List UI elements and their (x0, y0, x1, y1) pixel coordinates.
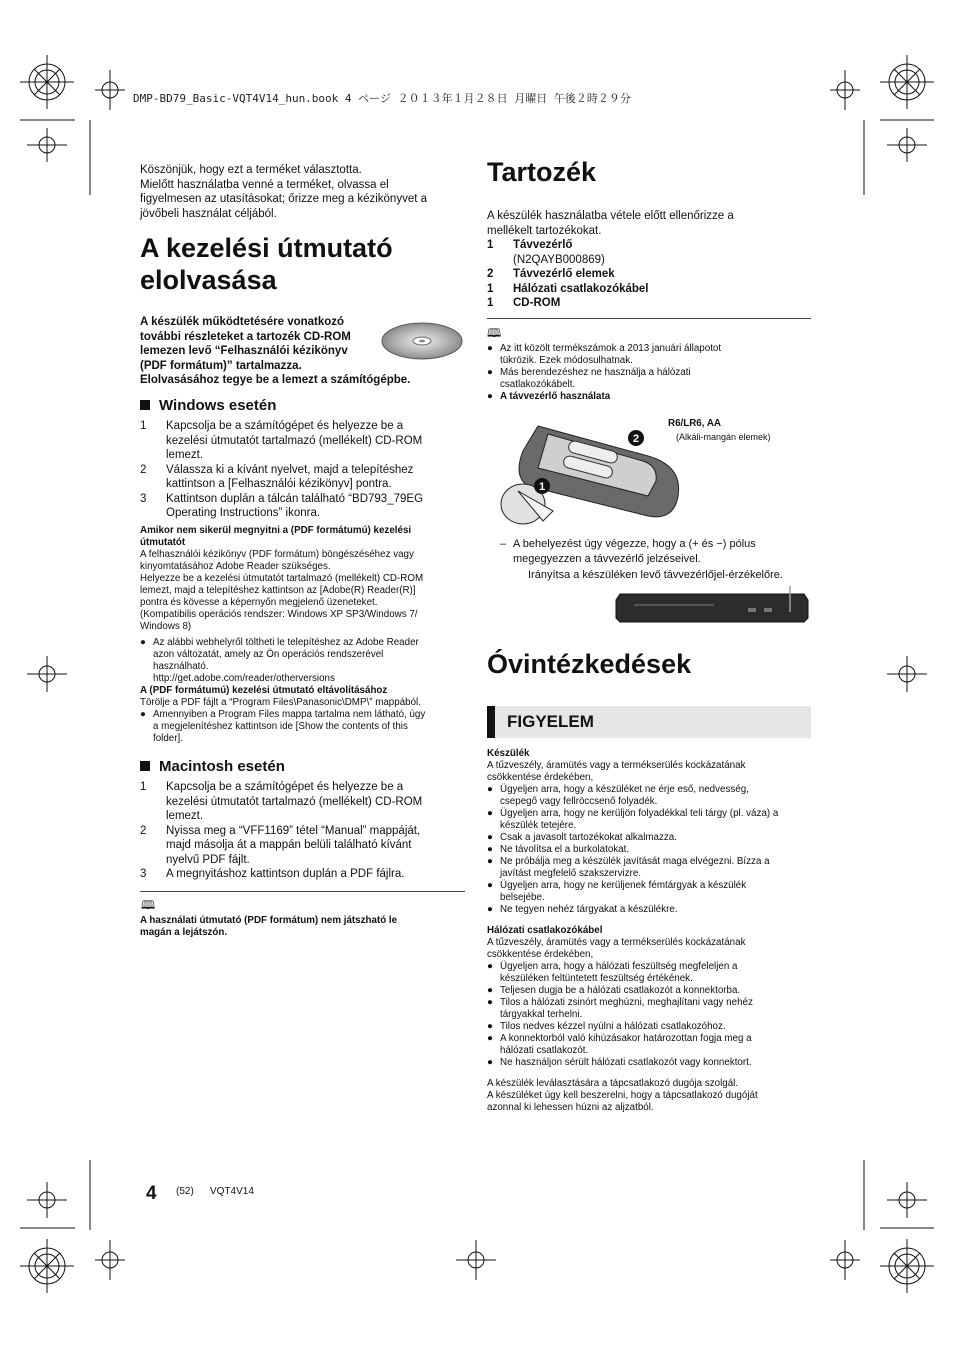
polarity-line: megegyezzen a távvezérlő jelzéseivel. (513, 552, 701, 565)
fail-line: pontra és kövesse a képernyőn megjelenő üzeneteket. (140, 597, 378, 608)
bullet-line: Csak a javasolt tartozékokat alkalmazza. (500, 832, 677, 843)
bullet-line: Ne tegyen nehéz tárgyakat a készülékre. (500, 904, 678, 915)
bullet-icon: ● (487, 961, 493, 972)
bullet-line: Ne próbálja meg a készülék javítását maga elvégezni. Bízza a (500, 856, 770, 867)
title-line: elolvasása (140, 265, 277, 295)
step-line: kezelési útmutatót tartalmazó (mellékelt) CD-ROM (166, 795, 423, 808)
aim-instruction: Irányítsa a készüléken levő távvezérlőjel-érzékelőre. (528, 569, 783, 581)
bullet-icon: ● (487, 808, 493, 819)
bullet-line: Tilos nedves kézzel nyúlni a hálózati csatlakozóhoz. (500, 1021, 726, 1032)
note-section (140, 915, 465, 939)
fail-line: lemezt, majd a telepítéshez kattintson az [Adobe(R) Reader(R)] (140, 585, 416, 596)
uninstall-heading: A (PDF formátumú) kezelési útmutató eltávolításához (140, 685, 388, 696)
list-item (487, 880, 811, 904)
cable-intro: A tűzveszély, áramütés vagy a termékserülés kockázatának (487, 937, 746, 948)
cd-rom-icon (380, 321, 464, 361)
closing-line: A készüléket úgy kell beszerelni, hogy a tápcsatlakozó dugóját (487, 1090, 758, 1101)
fail-line: (Kompatibilis operációs rendszer: Windows XP SP3/Windows 7/ (140, 609, 418, 620)
remote-use-heading: A távvezérlő használata (500, 391, 611, 402)
step-number: 1 (140, 781, 147, 793)
divider (140, 891, 465, 892)
uninstall-text: Törölje a PDF fájlt a “Program Files\Panasonic\DMP\” mappából. (140, 697, 421, 708)
unit-intro: A tűzveszély, áramütés vagy a termékserülés kockázatának (487, 760, 746, 771)
bullet-icon: ● (487, 997, 493, 1008)
bullet-icon: ● (487, 844, 493, 855)
battery-sub: (Alkáli-mangán elemek) (676, 432, 771, 442)
list-item (140, 492, 465, 521)
book-note-icon: 🕮 (141, 898, 156, 912)
step-line: Válassza ki a kívánt nyelvet, majd a telepítéshez (166, 463, 414, 476)
intro-line: jövőbeli használat céljából. (140, 207, 277, 220)
list-item (487, 391, 811, 403)
qty: 1 (487, 239, 494, 251)
bullet-line: tükrözik. Ezek módosulhatnak. (500, 355, 633, 366)
closing-line: A készülék leválasztására a tápcsatlakozó dugója szolgál. (487, 1078, 739, 1089)
step-line: kattintson a [Felhasználói kézikönyv] pontra. (166, 478, 392, 490)
bullet-line: Teljesen dugja be a hálózati csatlakozót a konnektorba. (500, 985, 741, 996)
bullet-icon: ● (487, 856, 493, 867)
fail-line: A felhasználói kézikönyv (PDF formátum) böngészéséhez vagy (140, 549, 414, 560)
square-bullet-icon (140, 761, 150, 771)
list-item (487, 832, 811, 844)
bullet-line: Amennyiben a Program Files mappa tartalma nem látható, úgy (153, 709, 426, 720)
cable-section (487, 925, 811, 1069)
step-number: 2 (140, 824, 147, 837)
intro-line: Köszönjük, hogy ezt a terméket választotta. (140, 164, 362, 176)
accessories-title (487, 156, 811, 188)
intro-paragraph (140, 163, 465, 221)
polarity-line: A behelyezést úgy végezze, hogy a (+ és −) pólus (513, 538, 756, 550)
list-item (487, 253, 811, 268)
step-2-marker: 2 (632, 433, 640, 445)
step-line: kezelési útmutatót tartalmazó (mellékelt) CD-ROM (166, 434, 423, 447)
cd-line: lemezen levő “Felhasználói kézikönyv (140, 345, 348, 357)
list-item (140, 637, 465, 685)
acc-intro-line: A készülék használatba vétele előtt ellenőrizze a (487, 210, 734, 222)
list-item (140, 867, 465, 882)
safety-title-text: Óvintézkedések (487, 649, 692, 679)
note-line: magán a lejátszón. (140, 927, 228, 938)
acc-sub: (N2QAYB000869) (513, 253, 605, 266)
acc-label: Távvezérlő (513, 239, 573, 251)
list-item (487, 856, 811, 880)
list-item (487, 961, 811, 985)
title-line: A kezelési útmutató (140, 233, 393, 263)
fail-heading: Amikor nem sikerül megnyitni a (PDF formátumú) kezelési (140, 525, 412, 536)
mac-heading-text: Macintosh esetén (159, 758, 285, 775)
list-item (487, 904, 811, 916)
acc-label: Távvezérlő elemek (513, 268, 615, 280)
list-item (487, 1021, 811, 1033)
mac-section (140, 758, 465, 882)
unit-section (487, 748, 811, 916)
bullet-line: Ügyeljen arra, hogy a hálózati feszültség megfeleljen a (500, 961, 738, 972)
bullet-line: a megjelenítéshez kattintson ide [Show the contents of this (153, 721, 408, 732)
bullet-icon: ● (487, 343, 493, 354)
cd-line: (PDF formátum)” tartalmazza. (140, 359, 302, 372)
bullet-line: Más berendezéshez ne használja a hálózati (500, 367, 691, 378)
list-item (140, 463, 465, 492)
closing-line: azonnal ki lehessen húzni az aljzatból. (487, 1102, 654, 1113)
list-item (487, 267, 811, 282)
list-item (487, 343, 811, 367)
list-item (487, 282, 811, 297)
qty: 2 (487, 268, 494, 280)
bullet-line: Ügyeljen arra, hogy ne kerüljön folyadékkal teli tárgy (pl. váza) a (500, 808, 779, 819)
list-item (487, 367, 811, 391)
unit-intro: csökkentése érdekében, (487, 772, 594, 783)
bullet-line: javítást megfelelő szakszervizre. (500, 868, 642, 879)
list-item (487, 296, 811, 311)
fail-line: Helyezze be a kezelési útmutatót tartalmazó (mellékelt) CD-ROM (140, 573, 424, 584)
step-number: 2 (140, 463, 147, 476)
step-line: Kapcsolja be a számítógépet és helyezze be a (166, 420, 404, 432)
acc-label: CD-ROM (513, 297, 561, 309)
bullet-line: Tilos a hálózati zsinórt meghúzni, meghajlítani vagy nehéz (500, 997, 753, 1008)
list-item (140, 419, 465, 463)
windows-heading-text: Windows esetén (159, 397, 277, 414)
bullet-icon: ● (487, 904, 493, 915)
adobe-url-link[interactable]: http://get.adobe.com/reader/otherversions (153, 673, 335, 684)
bullet-line: csatlakozókábelt. (500, 379, 576, 390)
bullet-line: folder]. (153, 733, 183, 744)
mac-heading (140, 758, 465, 776)
bullet-icon: ● (487, 832, 493, 843)
bullet-icon: ● (140, 709, 146, 720)
qty: 1 (487, 297, 494, 309)
step-number: 1 (140, 420, 147, 432)
list-item (487, 997, 811, 1021)
bullet-line: Ne távolítsa el a burkolatokat. (500, 844, 630, 855)
bullet-line: Az itt közölt termékszámok a 2013 januári állapotot (500, 343, 722, 354)
bullet-line: Az alábbi webhelyről töltheti le telepítéshez az Adobe Reader (153, 637, 419, 648)
bullet-line: használható. (153, 661, 209, 672)
warning-text: FIGYELEM (507, 712, 594, 731)
step-line: A megnyitáshoz kattintson duplán a PDF fájlra. (166, 868, 405, 880)
step-1-marker: 1 (538, 481, 546, 493)
battery-label: R6/LR6, AA (668, 418, 721, 429)
step-line: nyelvű PDF fájlt. (166, 853, 250, 866)
warning-bar (487, 706, 495, 738)
step-number: 3 (140, 492, 147, 505)
remote-battery-illustration (498, 416, 688, 528)
step-line: lemezt. (166, 449, 204, 461)
unit-heading: Készülék (487, 748, 530, 759)
book-note-icon: 🕮 (487, 326, 502, 340)
bullet-line: Ne használjon sérült hálózati csatlakozót vagy konnektort. (500, 1057, 752, 1068)
windows-heading (140, 397, 465, 415)
safety-title (487, 648, 811, 680)
bullet-icon: ● (487, 391, 493, 402)
bullet-icon: ● (487, 1033, 493, 1044)
warning-banner (487, 706, 811, 738)
bullet-icon: ● (487, 1057, 493, 1068)
manual-section-title (140, 232, 465, 296)
list-item (487, 985, 811, 997)
page-number: 4 (146, 1183, 157, 1204)
player-illustration (614, 584, 814, 628)
acc-notes (487, 343, 811, 403)
windows-section (140, 397, 465, 521)
bullet-line: hálózati csatlakozót. (500, 1045, 589, 1056)
list-item (140, 780, 465, 824)
acc-intro-line: mellékelt tartozékokat. (487, 224, 602, 237)
bullet-icon: ● (487, 367, 493, 378)
step-line: majd másolja át a mappán belüli található kívánt (166, 839, 412, 851)
bullet-line: A konnektorból való kihúzásakor határozottan fogja meg a (500, 1033, 752, 1044)
step-number: 3 (140, 868, 147, 880)
divider (487, 318, 811, 319)
list-item (140, 709, 465, 745)
bullet-icon: ● (487, 784, 493, 795)
bullet-icon: ● (487, 1021, 493, 1032)
bullet-line: Ügyeljen arra, hogy a készüléket ne érje eső, nedvesség, (500, 784, 749, 795)
dash-icon: – (500, 538, 507, 550)
cd-line: Elolvasásához tegye be a lemezt a számítógépbe. (140, 374, 411, 386)
footer-model: VQT4V14 (210, 1186, 254, 1197)
fail-heading: útmutatót (140, 537, 186, 548)
cd-line: A készülék működtetésére vonatkozó (140, 316, 345, 328)
bullet-icon: ● (487, 880, 493, 891)
bullet-line: csepegő vagy fellröccsenő folyadék. (500, 796, 658, 807)
list-item (487, 1033, 811, 1057)
print-header: DMP-BD79_Basic-VQT4V14_hun.book 4 ページ ２０１３年１月２８日 月曜日 午後２時２９分 (133, 92, 631, 105)
polarity-note (500, 537, 756, 566)
list-item (487, 784, 811, 808)
footer-code: (52) (176, 1186, 194, 1197)
accessories-section (487, 209, 811, 311)
step-line: Nyissa meg a “VFF1169” tétel “Manual” mappáját, (166, 824, 421, 837)
step-line: lemezt. (166, 810, 204, 822)
bullet-line: belsejébe. (500, 892, 545, 903)
bullet-line: készüléken feltüntetett feszültség értékének. (500, 973, 693, 984)
step-line: Kapcsolja be a számítógépet és helyezze be a (166, 781, 404, 793)
step-line: Kattintson duplán a tálcán található “BD793_79EG (166, 492, 424, 505)
bullet-line: tárgyakkal terhelni. (500, 1009, 583, 1020)
intro-line: Mielőtt használatba venné a terméket, olvassa el (140, 178, 389, 191)
bullet-line: készülék tetejére. (500, 820, 577, 831)
list-item (487, 844, 811, 856)
bullet-icon: ● (487, 985, 493, 996)
cable-heading: Hálózati csatlakozókábel (487, 925, 603, 936)
step-line: Operating Instructions” ikonra. (166, 507, 321, 519)
list-item (487, 238, 811, 253)
acc-label: Hálózati csatlakozókábel (513, 282, 649, 295)
bullet-icon: ● (140, 637, 146, 648)
list-item (140, 824, 465, 868)
fail-line: Windows 8) (140, 621, 192, 632)
fail-line: kinyomtatásához Adobe Reader szükséges. (140, 561, 331, 572)
square-bullet-icon (140, 400, 150, 410)
qty: 1 (487, 282, 494, 295)
list-item (487, 808, 811, 832)
bullet-line: Ügyeljen arra, hogy ne kerüljenek fémtárgyak a készülék (500, 880, 747, 891)
pdf-fail-section (140, 525, 465, 745)
intro-line: figyelmesen az utasításokat; őrizze meg a kézikönyvet a (140, 193, 428, 205)
cd-line: további részleteket a tartozék CD-ROM (140, 330, 351, 343)
cable-intro: csökkentése érdekében, (487, 949, 594, 960)
closing-section (487, 1078, 811, 1114)
list-item (487, 1057, 811, 1069)
bullet-line: azon változatát, amely az Ön operációs rendszerével (153, 649, 384, 660)
accessories-title-text: Tartozék (487, 157, 597, 187)
note-line: A használati útmutató (PDF formátum) nem játszható le (140, 915, 398, 926)
